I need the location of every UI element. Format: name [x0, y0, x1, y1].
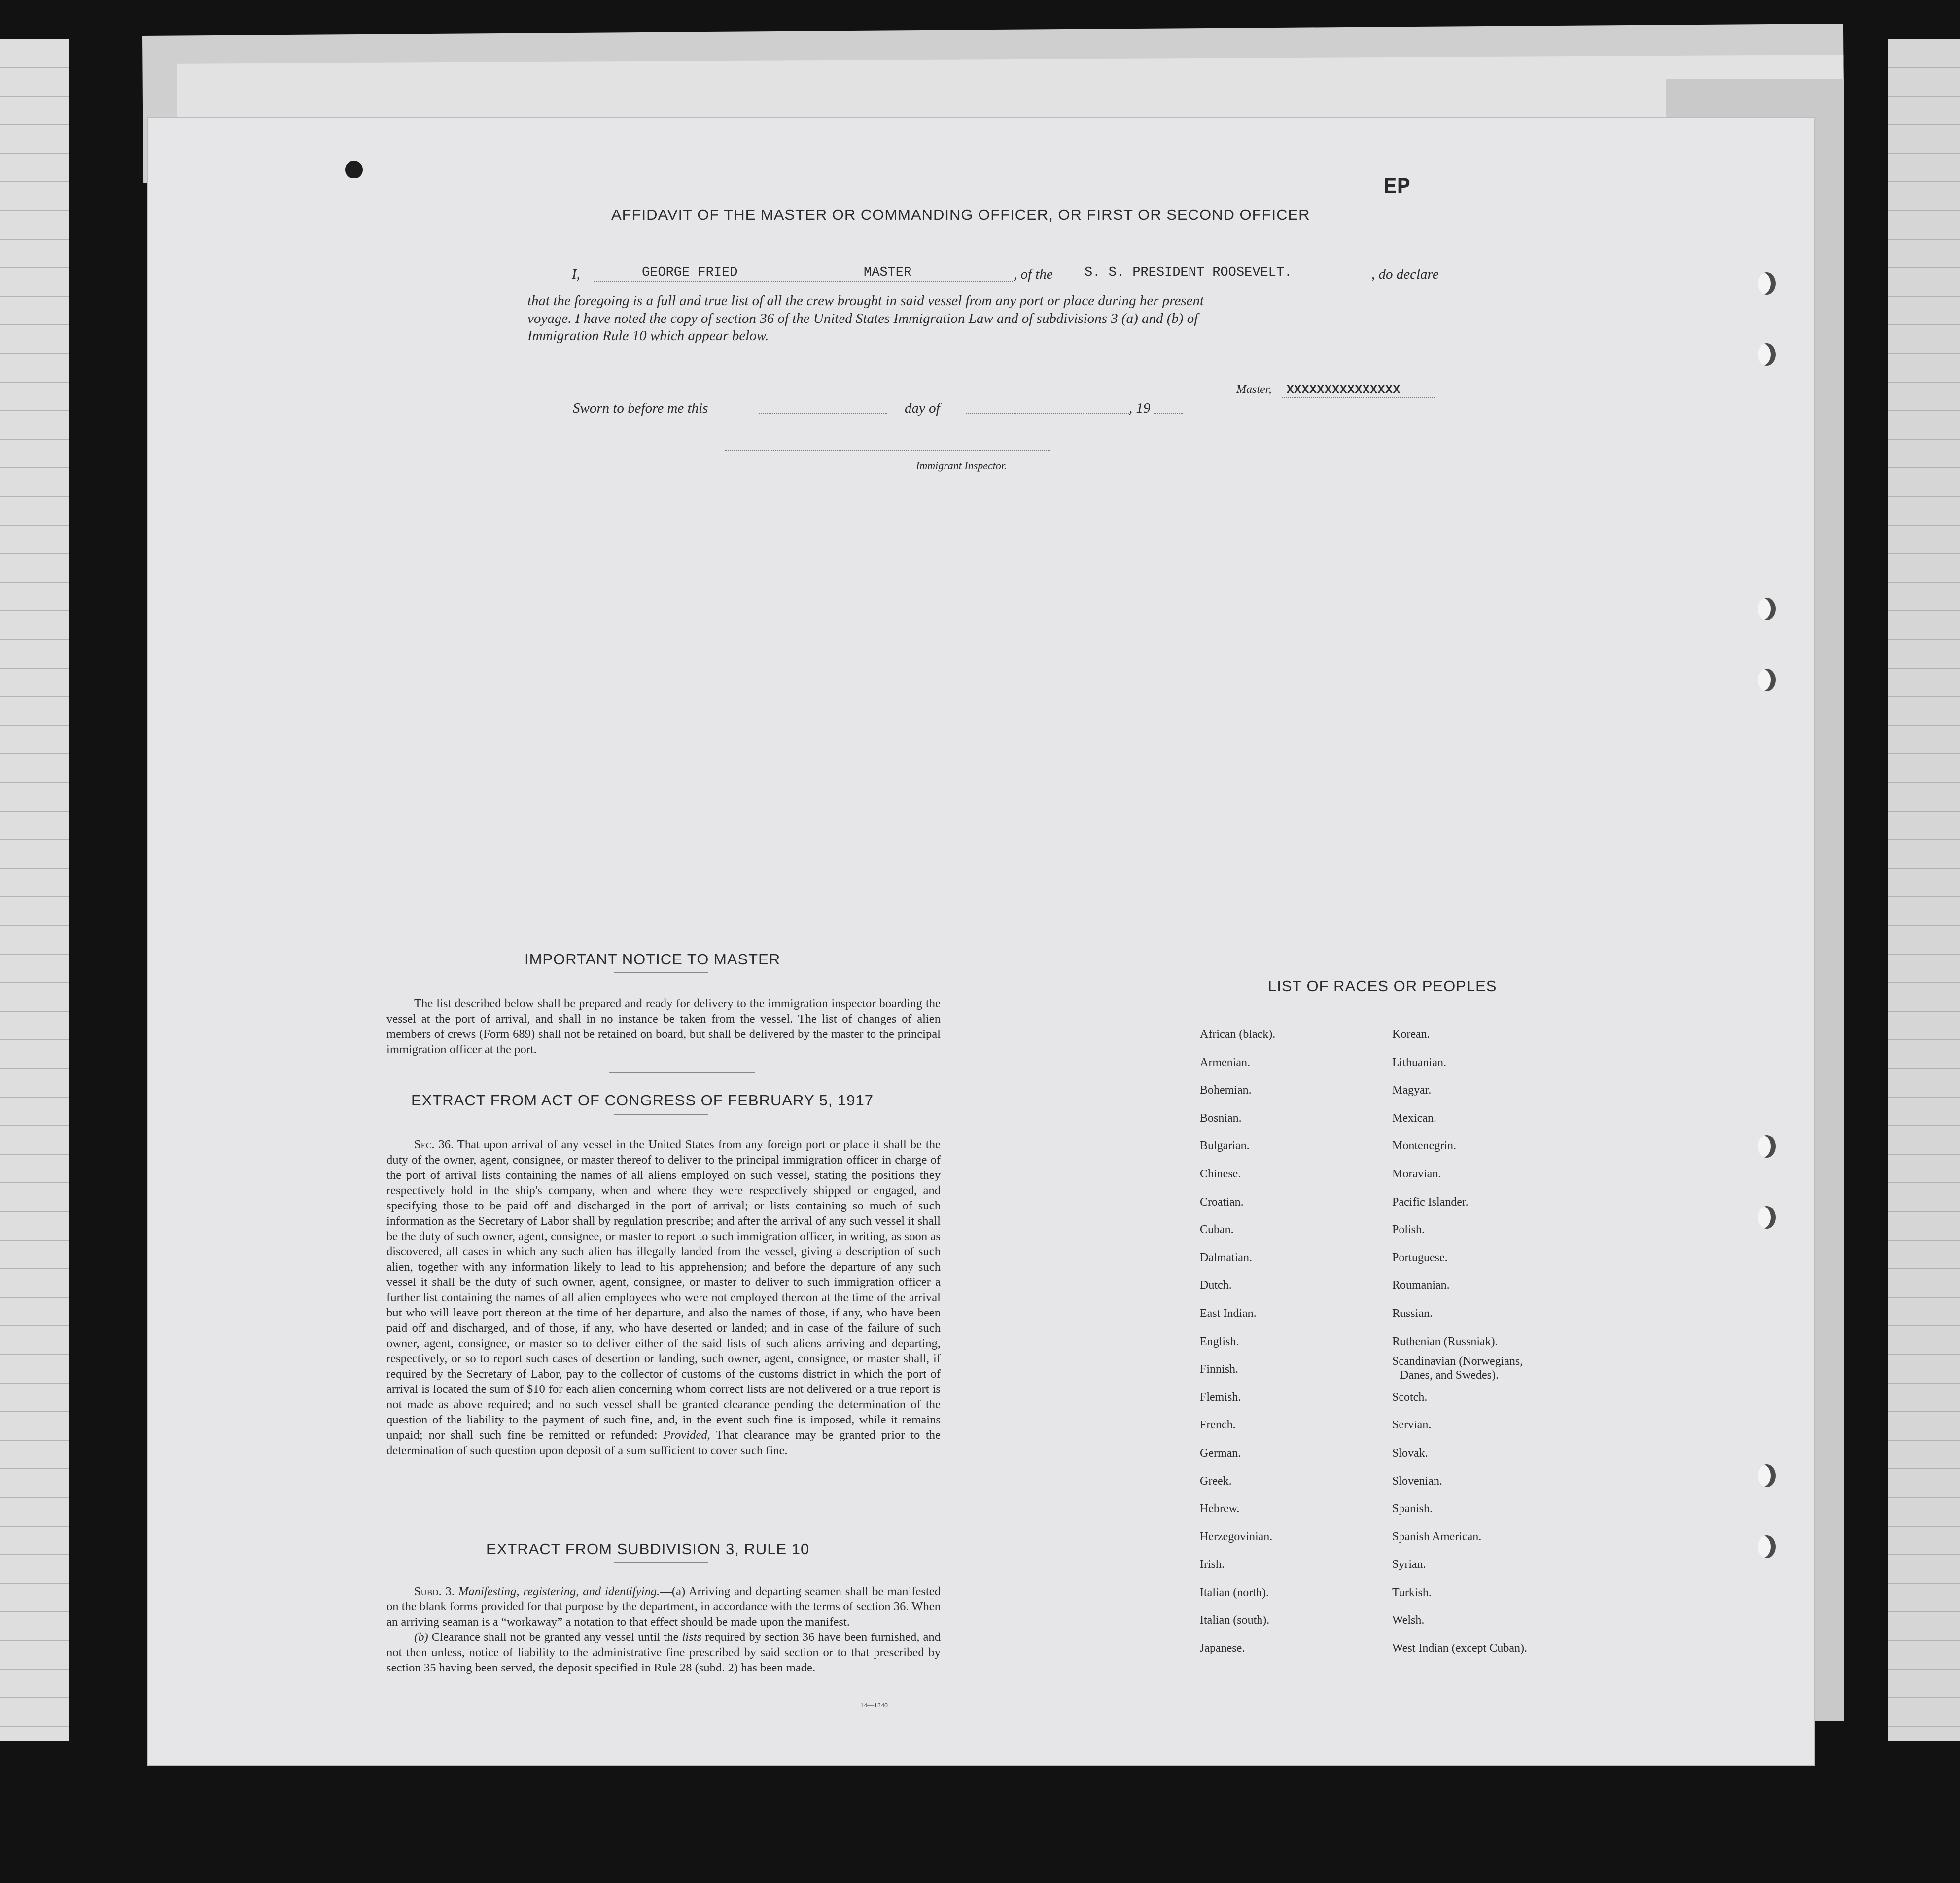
race-item: Montenegrin. [1392, 1139, 1456, 1153]
signature-line [1282, 397, 1435, 398]
race-item: Flemish. [1200, 1390, 1241, 1404]
race-item: Roumanian. [1392, 1279, 1450, 1292]
race-item: Pacific Islander. [1392, 1195, 1469, 1208]
day-of-label: day of [905, 400, 940, 416]
binder-ring-icon [1758, 1206, 1776, 1229]
race-item: Chinese. [1200, 1167, 1241, 1180]
race-item: Korean. [1392, 1028, 1430, 1041]
master-label: Master, [1236, 383, 1272, 396]
binder-ring-icon [1758, 1464, 1776, 1487]
race-item: Dutch. [1200, 1279, 1232, 1292]
part-b-lists: lists [682, 1631, 702, 1644]
race-item: Spanish American. [1392, 1530, 1482, 1543]
race-item: Moravian. [1392, 1167, 1441, 1180]
race-item: Lithuanian. [1392, 1056, 1446, 1069]
races-column-left [1200, 1021, 1275, 1663]
adjacent-page-right [1888, 39, 1960, 1741]
affidavit-title: AFFIDAVIT OF THE MASTER OR COMMANDING OFFICER, OR FIRST OR SECOND OFFICER [611, 206, 1310, 223]
vessel-name: S. S. PRESIDENT ROOSEVELT. [1085, 265, 1293, 280]
part-b-label: (b) [414, 1631, 428, 1644]
race-item: Slovenian. [1392, 1474, 1442, 1488]
race-item: Armenian. [1200, 1056, 1250, 1069]
binder-ring-icon [1758, 598, 1776, 620]
part-b-text-2: required by section 36 have been furnished, and not then unless, notice of liability to the administrative fine prescribed by said section or to that prescribed by section 35 having been served, the deposit specified in Rule 28 (subd. 2) has been made. [386, 1631, 941, 1674]
affidavit-page [148, 118, 1814, 1765]
sworn-day-line [759, 413, 887, 414]
master-name: GEORGE FRIED [642, 265, 738, 280]
races-column-right [1392, 1021, 1527, 1663]
race-item: Irish. [1200, 1558, 1225, 1571]
divider [614, 1562, 708, 1563]
section-36-text [386, 1137, 941, 1458]
race-item: Bosnian. [1200, 1111, 1242, 1125]
inspector-signature-line [725, 450, 1050, 451]
race-item: Slovak. [1392, 1446, 1428, 1459]
race-item: Turkish. [1392, 1586, 1432, 1599]
race-item: Polish. [1392, 1223, 1425, 1237]
race-item: Mexican. [1392, 1111, 1436, 1125]
section-body-end: That clearance may be granted prior to the determination of such question upon deposit of a sum sufficient to cover such fine. [386, 1428, 941, 1457]
race-item: West Indian (except Cuban). [1392, 1642, 1527, 1655]
binder-ring-icon [1758, 669, 1776, 691]
rule-extract-title: EXTRACT FROM SUBDIVISION 3, RULE 10 [486, 1540, 810, 1558]
binder-ring-icon [1758, 272, 1776, 295]
race-item: Portuguese. [1392, 1251, 1448, 1264]
race-item: Japanese. [1200, 1642, 1245, 1655]
race-item: Herzegovinian. [1200, 1530, 1273, 1543]
punch-hole [345, 161, 363, 178]
race-item: Scandinavian (Norwegians, [1392, 1355, 1523, 1368]
race-item: Spanish. [1392, 1502, 1433, 1516]
master-rank: MASTER [864, 265, 912, 280]
sworn-label: Sworn to before me this [573, 400, 708, 416]
master-signature: XXXXXXXXXXXXXXX [1287, 384, 1401, 397]
race-item: Bohemian. [1200, 1084, 1252, 1097]
binder-ring-icon [1758, 1135, 1776, 1158]
sworn-year-line [1154, 413, 1183, 414]
race-item: English. [1200, 1335, 1239, 1348]
affidavit-line-3: voyage. I have noted the copy of section 36 of the United States Immigration Law and of subdivisions 3 (a) and (b) of [527, 311, 1198, 326]
race-item: Italian (north). [1200, 1586, 1269, 1599]
race-item: Dalmatian. [1200, 1251, 1252, 1264]
race-item: Ruthenian (Russniak). [1392, 1335, 1498, 1348]
divider [614, 1114, 708, 1115]
race-item: Italian (south). [1200, 1614, 1270, 1627]
inspector-label: Immigrant Inspector. [916, 460, 1007, 472]
rule-text [386, 1584, 941, 1675]
race-item: Russian. [1392, 1307, 1433, 1320]
race-item: Cuban. [1200, 1223, 1234, 1237]
races-title: LIST OF RACES OR PEOPLES [1268, 977, 1497, 995]
part-b-text-1: Clearance shall not be granted any vessel until the [431, 1631, 679, 1644]
affidavit-line-4: Immigration Rule 10 which appear below. [527, 328, 769, 344]
race-item: East Indian. [1200, 1307, 1257, 1320]
corner-mark: EP [1383, 175, 1411, 200]
part-a-text: Arriving and departing seamen shall be manifested on the blank forms provided for that purpose by the department, in accordance with the terms of section 36. When an arriving seaman is a “workaway” a notation to that effect should be made upon the manifest. [386, 1585, 941, 1629]
fill-line [594, 281, 1013, 282]
year-label: , 19 [1129, 400, 1151, 416]
part-a-label: —(a) [660, 1585, 686, 1598]
race-item: Hebrew. [1200, 1502, 1240, 1516]
race-item: Welsh. [1392, 1614, 1425, 1627]
race-item: Scotch. [1392, 1390, 1428, 1404]
do-declare-label: , do declare [1371, 266, 1439, 282]
provided-label: Provided, [663, 1428, 710, 1442]
affidavit-i-label: I, [572, 266, 580, 282]
divider [609, 1072, 755, 1073]
race-item: Magyar. [1392, 1084, 1432, 1097]
section-body: That upon arrival of any vessel in the United States from any foreign port or place it shall be the duty of the owner, agent, consignee, or master thereof to deliver to the principal immigration officer in charge of the port of arrival lists containing the names of all aliens employed on such vessel, stating the positions they respectively hold in the ship's company, when and where they were respectively shipped or engaged, and specifying those to be paid off and discharged in the port of arrival; or lists containing so much of such information as the Secretary of Labor shall by regulation prescribe; and after the arrival of any such vessel it shall be the duty of such owner, agent, consignee, or master to report to such immigration officer, in writing, as soon as discovered, all cases in which any such alien has illegally landed from the vessel, giving a description of such alien, together with any information likely to lead to his apprehension; and before the departure of any such vessel it shall be the duty of such owner, agent, consignee, or master to deliver to such immigration officer a further list containing the names of all alien employees who were not employed thereon at the time of the arrival but who will leave port thereon at the time of her departure, and also the names of those, if any, who have been paid off and discharged, and of those, if any, who have deserted or landed; and in case of the failure of such owner, agent, consignee, or master so to deliver either of the said lists of such aliens arriving and departing, respectively, or so to report such cases of desertion or landing, such owner, agent, consignee, or master shall, if required by the Secretary of Labor, pay to the collector of customs of the customs district in which the port of arrival is located the sum of $10 for each alien concerning whom correct lists are not delivered or a true report is not made as above required; and no such vessel shall be granted clearance pending the determination of the question of the liability to the payment of such fine, and, in the event such fine is imposed, while it remains unpaid; nor shall such fine be remitted or refunded: [386, 1138, 941, 1442]
race-item: Servian. [1392, 1419, 1432, 1432]
notice-text: The list described below shall be prepared and ready for delivery to the immigration inspector boarding the vessel at the port of arrival, and shall in no instance be taken from the vessel. The list of changes of alien members of crews (Form 689) shall not be retained on board, but shall be delivered by the master to the principal immigration officer at the port. [386, 997, 941, 1056]
sworn-month-line [966, 413, 1129, 414]
race-item: African (black). [1200, 1028, 1276, 1041]
divider [614, 972, 708, 973]
race-item: Finnish. [1200, 1363, 1239, 1376]
race-item: Greek. [1200, 1474, 1232, 1488]
race-item: Syrian. [1392, 1558, 1426, 1571]
of-the-label: , of the [1014, 266, 1053, 282]
race-item: Croatian. [1200, 1195, 1244, 1208]
adjacent-page-left [0, 39, 69, 1741]
race-item: German. [1200, 1446, 1241, 1459]
affidavit-line-2: that the foregoing is a full and true list of all the crew brought in said vessel from any port or place during her present [527, 293, 1204, 309]
race-item: Danes, and Swedes). [1400, 1369, 1499, 1382]
rule-heading: Manifesting, registering, and identifying. [458, 1585, 660, 1598]
race-item: French. [1200, 1419, 1236, 1432]
section-label: Sec. 36. [414, 1138, 454, 1151]
notice-title: IMPORTANT NOTICE TO MASTER [525, 951, 781, 968]
binder-ring-icon [1758, 343, 1776, 366]
form-code: 14—1240 [860, 1702, 888, 1709]
subd-label: Subd. 3. [414, 1585, 455, 1598]
binder-ring-icon [1758, 1535, 1776, 1558]
act-extract-title: EXTRACT FROM ACT OF CONGRESS OF FEBRUARY 5, 1917 [411, 1092, 874, 1109]
race-item: Bulgarian. [1200, 1139, 1250, 1153]
